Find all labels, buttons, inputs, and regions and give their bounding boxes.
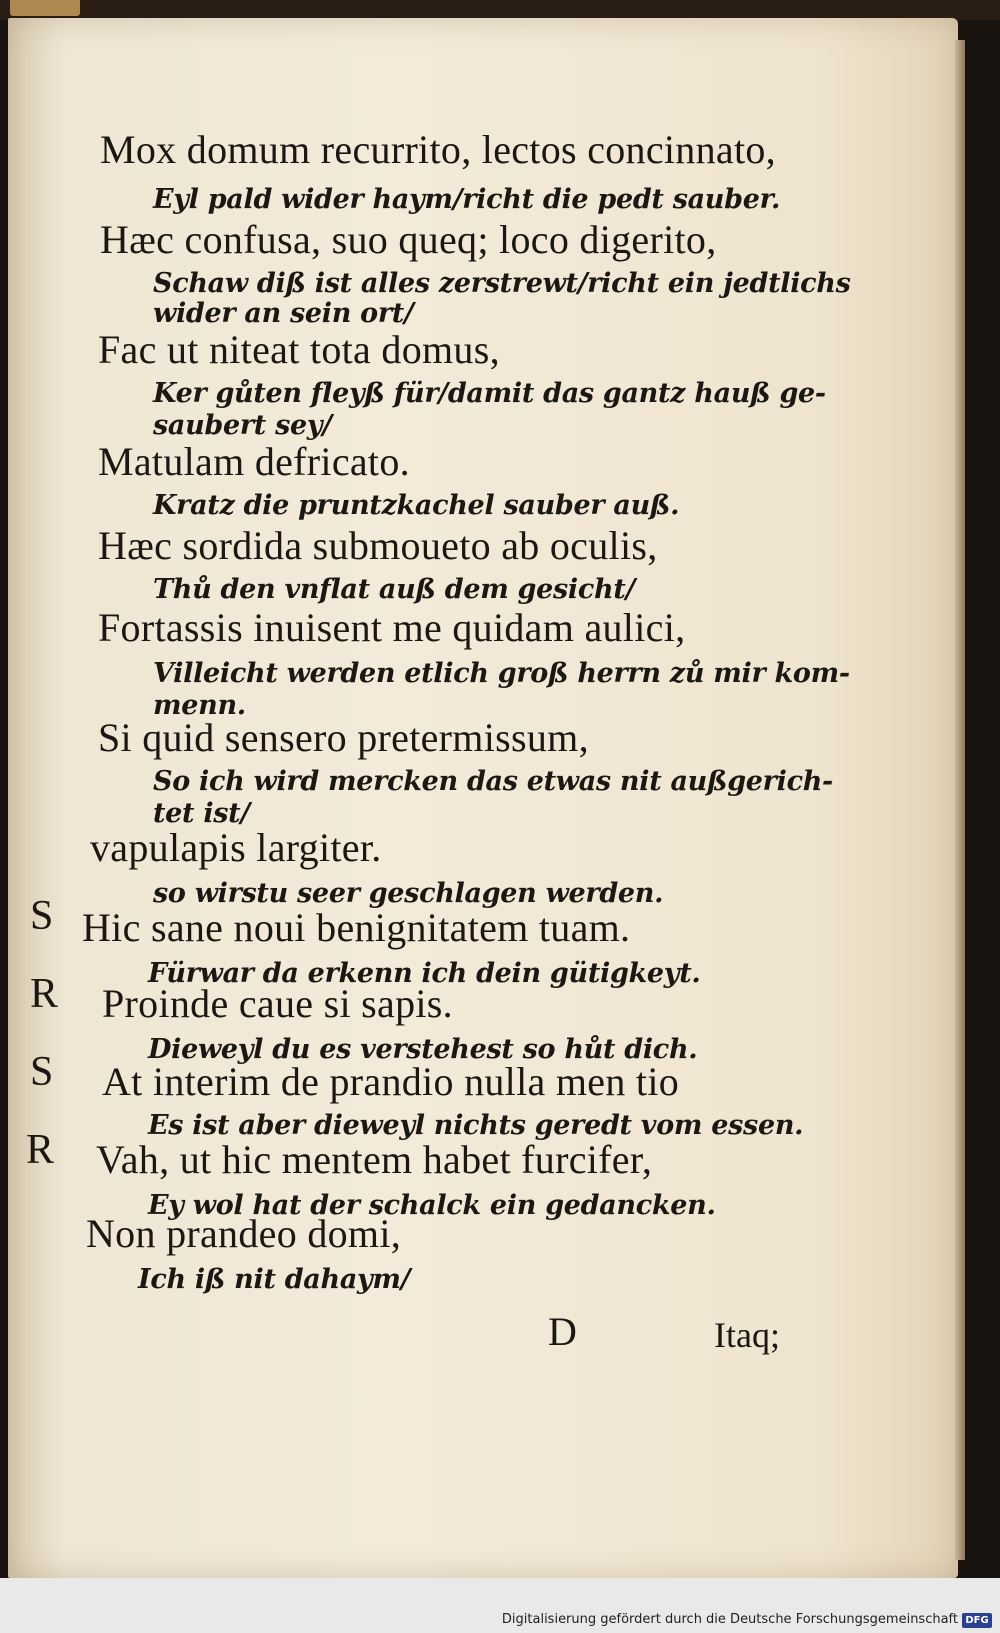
catchword: Itaq; [714, 1315, 780, 1355]
text-line: so wirstu seer geschlagen werden. [153, 878, 664, 909]
footer-credit: Digitalisierung gefördert durch die Deutsche Forschungsgemeinschaft [501, 1612, 958, 1627]
text-line: Kratz die pruntzkachel sauber auß. [153, 490, 680, 521]
text-line: Fortassis inuisent me quidam aulici, [98, 605, 686, 650]
text-line: Ey wol hat der schalck ein gedancken. [148, 1190, 716, 1221]
text-line: Non prandeo domi, [86, 1211, 402, 1256]
page-text-block [8, 18, 958, 1578]
text-line: vapulapis largiter. [90, 825, 382, 870]
text-line: Dieweyl du es verstehest so hůt dich. [148, 1034, 698, 1065]
book-page [8, 18, 958, 1578]
text-line: Vah, ut hic mentem habet furcifer, [96, 1137, 653, 1182]
speaker-label: R [30, 971, 59, 1017]
speaker-label: S [30, 893, 54, 939]
text-line: Hæc sordida submoueto ab oculis, [98, 523, 658, 568]
top-dark-strip [0, 0, 1000, 20]
text-line: So ich wird mercken das etwas nit außgerich- [153, 766, 833, 797]
dfg-logo-icon: DFG [962, 1613, 992, 1628]
text-line: Fürwar da erkenn ich dein gütigkeyt. [148, 958, 701, 989]
text-line: Fac ut niteat tota domus, [98, 327, 500, 372]
text-line: Hic sane noui benignitatem tuam. [82, 905, 631, 950]
bookmark-tab [10, 0, 80, 16]
text-line: Si quid sensero pretermissum, [98, 715, 589, 760]
text-line: Hæc confusa, suo queq; loco digerito, [100, 217, 717, 262]
text-line: Proinde caue si sapis. [102, 981, 453, 1026]
text-line: Schaw diß ist alles zerstrewt/richt ein jedtlichs [153, 268, 851, 299]
page-edge [955, 40, 965, 1560]
speaker-label: R [26, 1127, 55, 1173]
text-line: Mox domum recurrito, lectos concinnato, [100, 127, 776, 172]
text-line: At interim de prandio nulla men tio [102, 1059, 680, 1104]
text-line: tet ist/ [153, 798, 250, 829]
text-line: Es ist aber dieweyl nichts geredt vom essen. [148, 1110, 804, 1141]
text-line: Ker gůten fleyß für/damit das gantz hauß ge- [153, 378, 826, 409]
text-line: Ich iß nit dahaym/ [138, 1264, 411, 1295]
text-line: Thů den vnflat auß dem gesicht/ [153, 574, 636, 605]
text-line: Matulam defricato. [98, 439, 410, 484]
text-line: Villeicht werden etlich groß herrn zů mir kom- [153, 658, 850, 689]
signature-mark: D [548, 1309, 577, 1354]
text-line: menn. [153, 690, 246, 721]
footer-bar [0, 1578, 1000, 1633]
text-line: saubert sey/ [153, 410, 332, 441]
text-line: wider an sein ort/ [153, 298, 414, 329]
speaker-label: S [30, 1049, 54, 1095]
text-line: Eyl pald wider haym/richt die pedt sauber. [153, 184, 781, 215]
